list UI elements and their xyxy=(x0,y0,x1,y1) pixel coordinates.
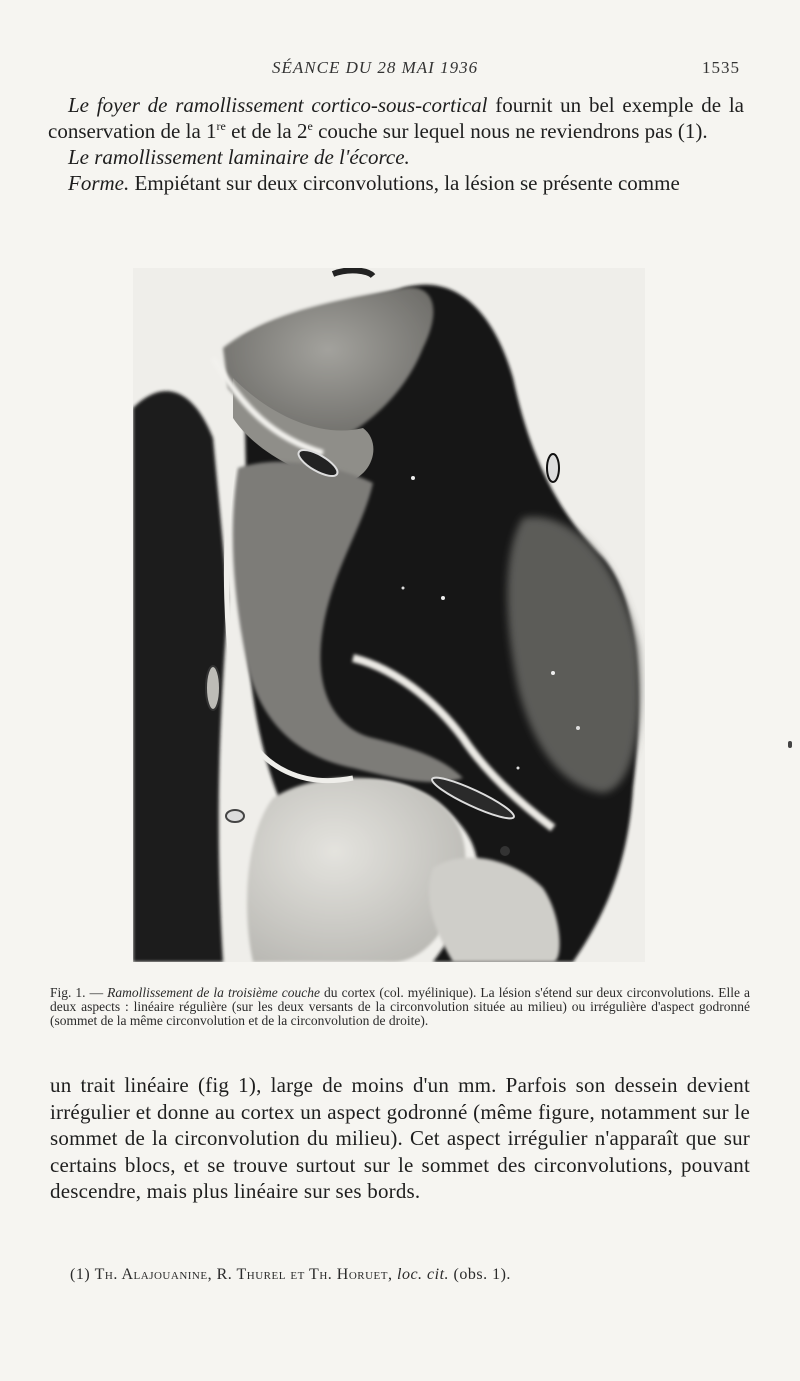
text-run: et de la 2 xyxy=(225,119,308,143)
superscript: re xyxy=(216,119,226,133)
margin-speck xyxy=(788,741,792,748)
superscript: e xyxy=(307,119,313,133)
caption-text: du cortex (col. myélinique). La lésion s'étend sur deux circonvolutions. Elle a deux aspects : linéaire régulière (sur les deux versants de la circonvolution située au milieu) ou irrégulière d'aspect godronné (sommet de la même circonvolution et de la circonvolution de droite). xyxy=(50,985,750,1028)
footnote-ref: (obs. 1). xyxy=(453,1266,511,1283)
text-run: couche sur lequel nous ne reviendrons pas (1). xyxy=(312,119,708,143)
italic-heading: Le ramollissement laminaire de l'écorce. xyxy=(68,145,410,169)
footnote-loc-cit: loc. cit. xyxy=(397,1266,450,1283)
body-text-bottom: un trait linéaire (fig 1), large de moins d'un mm. Parfois son dessein devient irrégulier et donne au cortex un aspect godronné (même figure, notamment sur le sommet de la circonvolution du milieu). Cet aspect irrégulier n'apparaît que sur certains blocs, et se trouve surtout sur le sommet des circonvolutions, pouvant descendre, mais plus linéaire sur ses bords. xyxy=(50,1073,750,1203)
footnote-number: (1) xyxy=(70,1266,91,1283)
section-heading-laminaire xyxy=(48,144,744,170)
paragraph-foyer xyxy=(48,92,744,144)
histology-figure xyxy=(133,268,645,962)
paragraph-forme xyxy=(48,170,744,196)
body-text-top xyxy=(48,92,744,196)
brain-section-image xyxy=(133,268,645,962)
italic-phrase: Le foyer de ramollissement cortico-sous-cortical xyxy=(68,93,488,117)
caption-title: Ramollissement de la troisième couche xyxy=(107,985,320,1000)
footnote-authors: Th. Alajouanine, R. Thurel et Th. Horuet, xyxy=(94,1266,393,1283)
running-head xyxy=(0,58,800,82)
figure-caption xyxy=(50,986,750,1028)
text-run: fournit un bel exemple de la conservation de la 1 xyxy=(48,93,745,143)
text-run: Empiétant sur deux circonvolutions, la lésion se présente comme xyxy=(129,171,680,195)
caption-label: Fig. 1. — xyxy=(50,985,104,1000)
footnote xyxy=(70,1266,710,1284)
running-head-title: SÉANCE DU 28 MAI 1936 xyxy=(272,58,479,77)
page-number: 1535 xyxy=(702,58,740,77)
italic-label: Forme. xyxy=(68,171,130,195)
